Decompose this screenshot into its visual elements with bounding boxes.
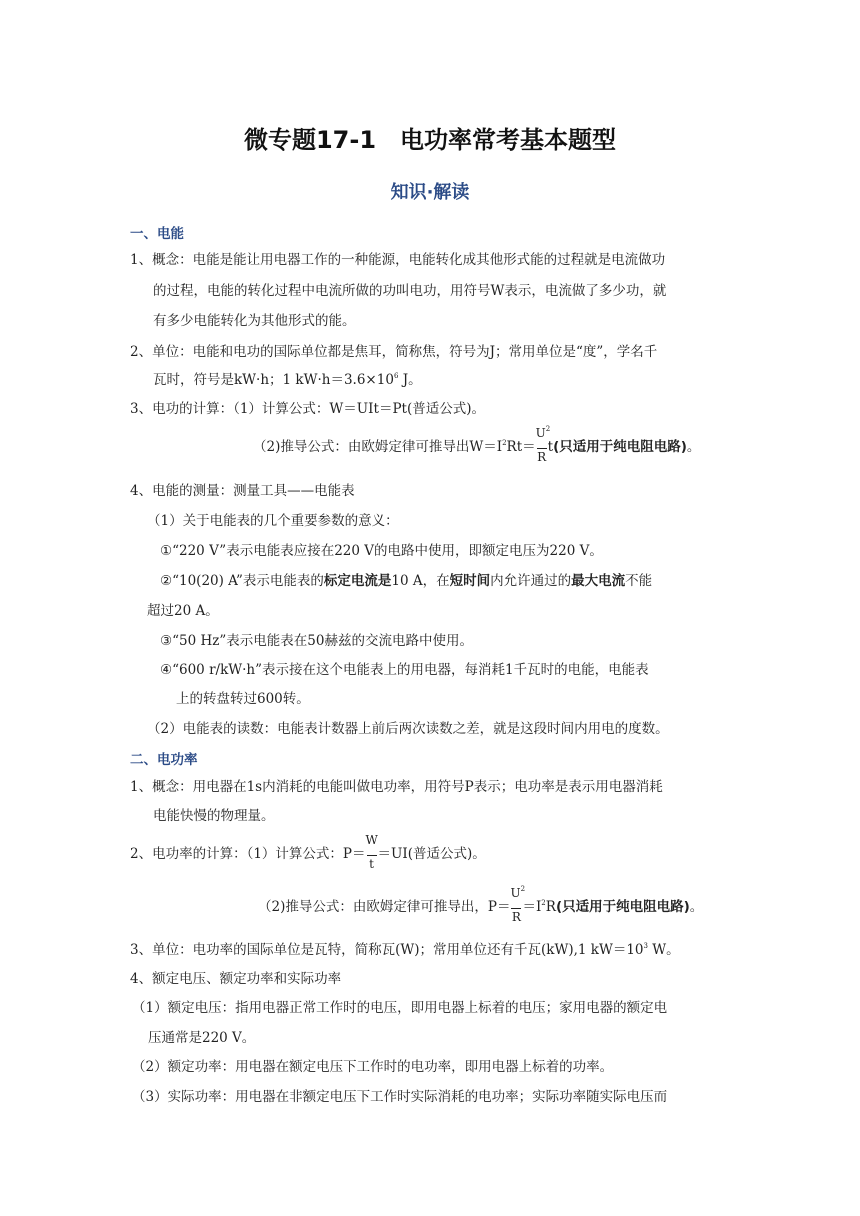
numerator-text: U [535,425,546,440]
fraction-w-over-t [365,832,378,871]
formula-text: 2、电功率的计算：（1）计算公式：P＝ [130,846,366,862]
formula-text: （2)推导公式：由欧姆定律可推导出，P＝ [258,899,511,915]
actual-power: （3）实际功率：用电器在非额定电压下工作时实际消耗的电功率；实际功率随实际电压而 [132,1089,668,1105]
bold-max-current: 最大电流 [571,573,626,589]
unit-text: 3、单位：电功率的国际单位是瓦特，简称瓦(W)；常用单位还有千瓦(kW),1 kW＝10 [130,942,644,958]
rated-voltage: （1）额定电压：指用电器正常工作时的电压，即用电器上标着的电压；家用电器的额定电 [132,1000,668,1016]
power-concept: 1、概念：用电器在1s内消耗的电能叫做电功率，用符号P表示；电功率是表示用电器消耗 [130,779,663,795]
power-derived-formula [258,884,704,924]
fraction-numerator [510,884,526,900]
param-text: 不能 [625,573,653,589]
rated-voltage-cont: 压通常是220 V。 [148,1030,256,1046]
unit-text-end: J。 [398,372,422,388]
param-600r-cont: 上的转盘转过600转。 [176,691,310,707]
formula-text: ＝I [522,899,542,915]
para-3-work-formula: 3、电功的计算：（1）计算公式：W＝UIt＝Pt(普适公式)。 [130,401,485,417]
formula-text: Rt＝ [506,439,536,455]
rated-actual-heading: 4、额定电压、额定功率和实际功率 [130,971,342,987]
fraction-bar [367,855,377,856]
exponent: 3 [643,942,648,950]
exponent: 2 [545,424,551,433]
fraction-denominator: R [511,909,521,924]
heading-electric-energy: 一、电能 [130,226,184,242]
formula-text: t [547,439,554,455]
param-50hz: ③“50 Hz”表示电能表在50赫兹的交流电路中使用。 [160,633,473,649]
para-1-concept-end: 有多少电能转化为其他形式的能。 [153,313,356,329]
bold-note: (只适用于纯电阻电路) [555,899,690,915]
formula-end: 。 [689,899,704,915]
para-2-unit-cont [153,370,422,390]
param-600r: ④“600 r/kW·h”表示接在这个电能表上的用电器，每消耗1千瓦时的电能，电能表 [160,662,649,678]
section-subtitle: 知识·解读 [390,182,470,203]
exponent: 2 [520,884,526,893]
power-formula [130,832,486,871]
bold-rated-current: 标定电流是 [323,573,392,589]
formula-end: 。 [686,439,701,455]
heading-electric-power: 二、电功率 [130,752,198,768]
fraction-denominator: t [369,856,374,871]
formula-text: R [545,899,556,915]
param-220v: ①“220 V”表示电能表应接在220 V的电路中使用，即额定电压为220 V。 [160,543,603,559]
param-text: 10 A，在 [391,573,450,589]
param-10-20a [160,571,652,591]
rated-power: （2）额定功率：用电器在额定电压下工作时的电功率，即用电器上标着的功率。 [132,1059,614,1075]
para-2-unit: 2、单位：电能和电功的国际单位都是焦耳，简称焦，符号为J；常用单位是“度”，学名千 [130,344,658,360]
fraction-bar [511,908,521,909]
bold-note: (只适用于纯电阻电路) [553,439,687,455]
exponent: 6 [393,372,399,380]
exponent: 2 [502,439,507,447]
fraction-denominator: R [537,449,547,464]
fraction-u2-over-r [535,424,551,464]
page-title: 微专题17-1 电功率常考基本题型 [243,126,617,154]
power-unit [130,940,680,960]
para-4-measurement: 4、电能的测量：测量工具——电能表 [130,483,355,499]
fraction-u2-over-r [510,884,526,924]
bold-short-time: 短时间 [449,573,491,589]
unit-text-end: W。 [647,942,680,958]
para-3-derived-formula [253,424,701,464]
formula-text: （2)推导公式：由欧姆定律可推导出W＝I [253,439,503,455]
fraction-numerator [535,424,551,440]
power-concept-cont: 电能快慢的物理量。 [153,808,275,824]
para-4-2-reading: （2）电能表的读数：电能表计数器上前后两次读数之差，就是这段时间内用电的度数。 [147,721,669,737]
param-10-20a-cont: 超过20 A。 [147,603,219,619]
fraction-bar [537,448,547,449]
param-text: ②“10(20) A”表示电能表的 [160,573,324,589]
para-4-1: （1）关于电能表的几个重要参数的意义： [147,513,399,529]
unit-text: 瓦时，符号是kW·h；1 kW·h＝3.6×10 [153,372,394,388]
para-1-concept-cont: 的过程，电能的转化过程中电流所做的功叫电功，用符号W表示，电流做了多少功，就 [153,283,667,299]
exponent: 2 [541,899,546,907]
para-1-concept: 1、概念：电能是能让用电器工作的一种能源，电能转化成其他形式能的过程就是电流做功 [130,252,666,268]
numerator-text: U [510,885,521,900]
formula-text: ＝UI(普适公式)。 [377,846,486,862]
param-text: 内允许通过的 [490,573,572,589]
fraction-numerator: W [365,832,378,847]
